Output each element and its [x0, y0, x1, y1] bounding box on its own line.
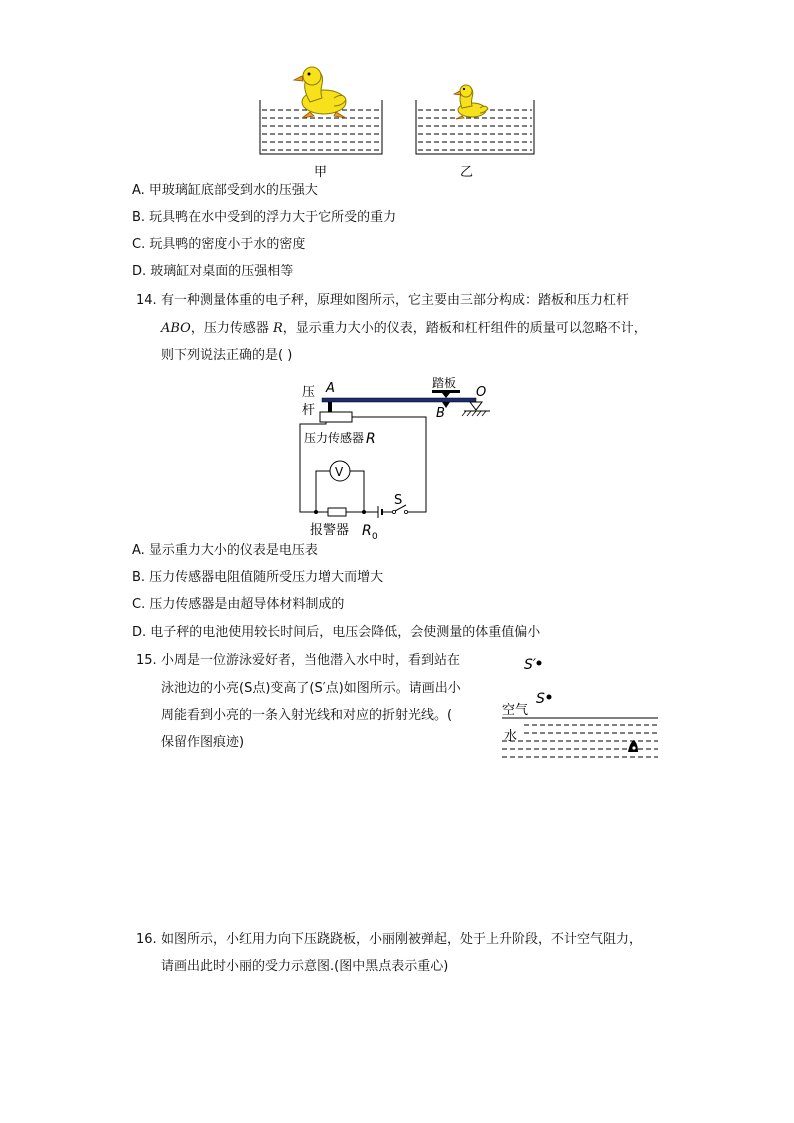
q13-option-a: A. 甲玻璃缸底部受到水的压强大: [132, 183, 318, 198]
label-b: B: [436, 406, 445, 421]
lever-bar: [322, 398, 476, 402]
q14-stem-line2: [161, 320, 647, 338]
q15-line1: 小周是一位游泳爱好者，当他潜入水中时，看到站在: [161, 653, 461, 668]
q13-option-b: B. 玩具鸭在水中受到的浮力大于它所受的重力: [132, 210, 397, 225]
q14-number: 14.: [136, 293, 157, 308]
label-o: O: [476, 385, 487, 400]
pool-figure: [500, 652, 662, 764]
press-rod: [328, 402, 332, 412]
q15-number: 15.: [136, 653, 157, 668]
q15-line4: 保留作图痕迹): [161, 735, 245, 750]
tank-yi-label: 乙: [460, 165, 474, 180]
q15-line3: 周能看到小亮的一条入射光线和对应的折射光线。(: [161, 708, 453, 723]
label-alarm: 报警器: [310, 523, 350, 538]
q14-stem-line3: 则下列说法正确的是( ): [161, 348, 293, 363]
q14-option-b: B. 压力传感器电阻值随所受压力增大而增大: [132, 570, 384, 585]
q14-option-c: C. 压力传感器是由超导体材料制成的: [132, 597, 345, 612]
pressure-sensor-box: [320, 412, 352, 422]
q14-abo: ABO: [161, 321, 191, 336]
q13-option-d: D. 玻璃缸对桌面的压强相等: [132, 264, 294, 279]
label-a: A: [326, 381, 335, 396]
q16-line2: 请画出此时小丽的受力示意图.(图中黑点表示重心): [161, 959, 449, 974]
swimmer-eye-icon: [628, 740, 638, 752]
q16-line1: 如图所示，小红用力向下压跷跷板，小丽刚被弹起，处于上升阶段，不计空气阻力，: [161, 932, 643, 947]
label-switch-s: S: [394, 493, 403, 508]
q13-option-c: C. 玩具鸭的密度小于水的密度: [132, 237, 306, 252]
q14-stem-line2-mid: ，压力传感器: [190, 321, 273, 336]
label-ya: 压: [302, 385, 316, 400]
q14-stem-line2-end: ，显示重力大小的仪表，踏板和杠杆组件的质量可以忽略不计，: [282, 321, 647, 336]
label-air: 空气: [502, 703, 529, 718]
label-s: S: [536, 691, 545, 707]
label-alarm-r: R: [362, 523, 372, 539]
label-alarm-sub: 0: [372, 532, 378, 542]
duck-tanks-figure: [250, 58, 550, 182]
label-gan: 杆: [302, 403, 316, 418]
pedal: [432, 390, 460, 393]
q14-r: R: [272, 321, 283, 336]
alarm-resistor: [328, 508, 346, 516]
large-duck-icon: [294, 67, 346, 118]
q14-option-d: D. 电子秤的电池使用较长时间后，电压会降低，会使测量的体重值偏小: [132, 625, 541, 640]
point-s-prime: [537, 661, 542, 666]
scale-circuit-figure: [296, 376, 500, 542]
q14-option-a: A. 显示重力大小的仪表是电压表: [132, 543, 318, 558]
label-water: 水: [504, 729, 518, 744]
label-sensor-r: R: [366, 431, 376, 447]
label-taban: 踏板: [432, 376, 457, 390]
q14-stem-line1: 有一种测量体重的电子秤，原理如图所示，它主要由三部分构成：踏板和压力杠杆: [161, 293, 630, 308]
point-s: [547, 695, 552, 700]
voltmeter-label: V: [335, 465, 344, 479]
label-s-prime: S′: [524, 657, 537, 673]
label-sensor: 压力传感器: [304, 431, 365, 445]
tank-jia-label: 甲: [314, 165, 328, 180]
q15-line2: 泳池边的小亮(S点)变高了(S′点)如图所示。请画出小: [161, 681, 461, 696]
small-duck-icon: [454, 85, 488, 119]
q16-number: 16.: [136, 932, 157, 947]
